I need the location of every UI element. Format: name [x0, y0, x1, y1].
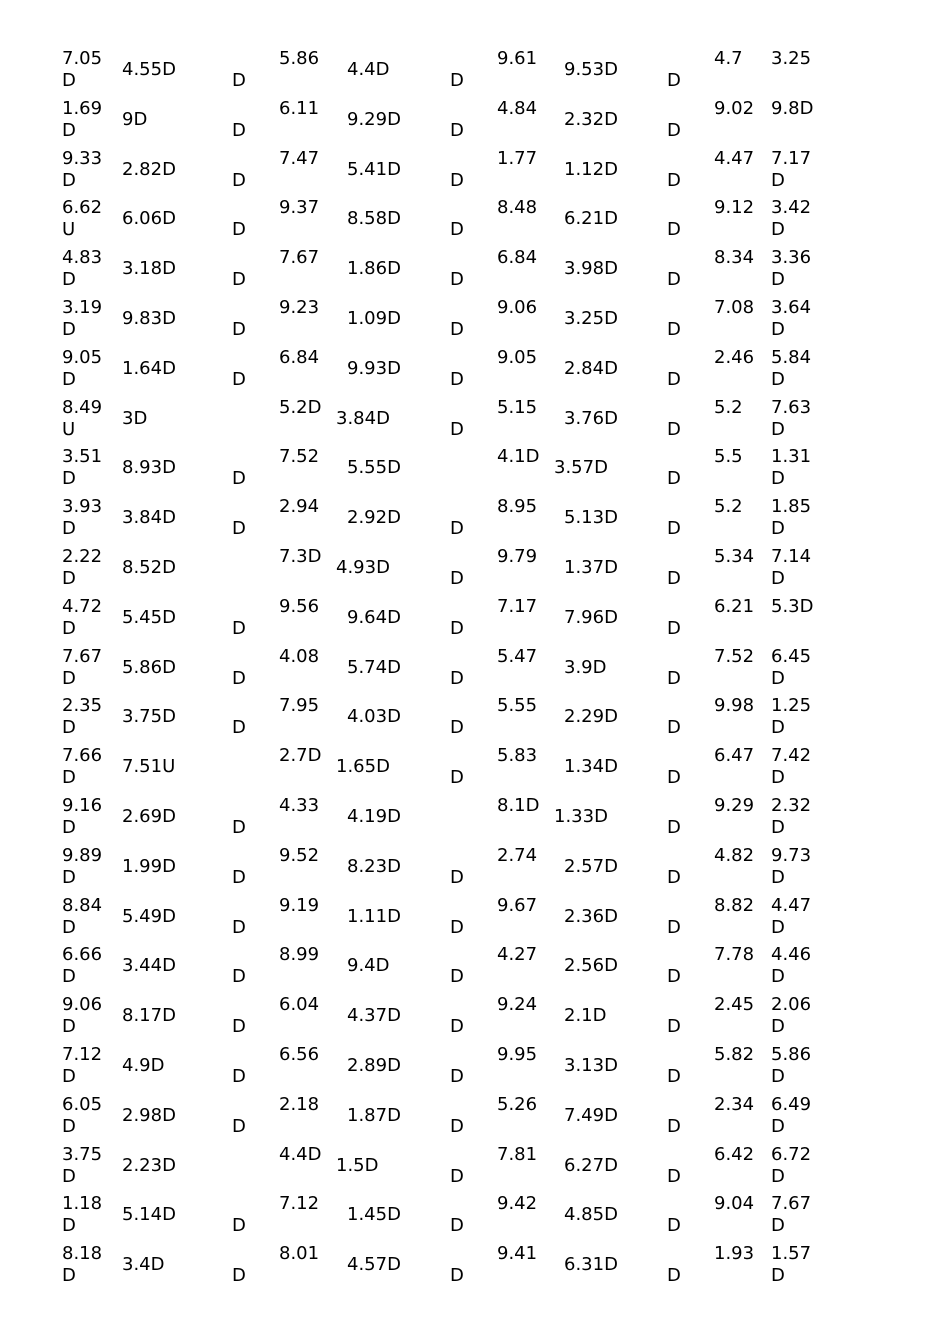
table-cell: D: [232, 319, 246, 340]
table-cell: 8.95: [497, 496, 538, 518]
table-cell: 5.41D: [347, 158, 401, 180]
table-cell: 1.31D: [771, 446, 812, 490]
table-cell: 3.42D: [771, 197, 812, 241]
table-cell: D: [232, 667, 246, 689]
table-cell: 5.82: [714, 1044, 755, 1065]
table-cell: 9.89D: [62, 844, 103, 888]
table-cell: 5.84D: [771, 346, 812, 390]
table-row: [62, 446, 822, 496]
table-cell: 2.06D: [771, 994, 812, 1038]
table-cell: 2.82D: [122, 158, 176, 180]
table-cell: 9.05: [497, 346, 538, 368]
table-cell: 5.13D: [564, 507, 618, 529]
table-cell: 9.4D: [347, 955, 390, 977]
table-cell: D: [232, 817, 246, 838]
table-cell: 7.52: [714, 645, 755, 667]
table-cell: D: [667, 966, 681, 988]
table-cell: 1.12D: [564, 158, 618, 180]
table-cell: 5.47: [497, 645, 538, 667]
table-cell: 4.84: [497, 97, 538, 119]
table-cell: 4.27: [497, 944, 538, 966]
table-cell: 1.09D: [347, 308, 401, 329]
table-cell: 3.44D: [122, 955, 176, 977]
table-cell: 9.37: [279, 197, 320, 219]
table-cell: 7.42D: [771, 745, 812, 789]
table-cell: 9.05D: [62, 346, 103, 390]
table-cell: D: [232, 1115, 246, 1137]
table-cell: D: [450, 1066, 464, 1087]
table-cell: 7.67D: [771, 1193, 812, 1237]
table-cell: 5.86: [279, 48, 320, 69]
table-cell: 9.73D: [771, 844, 812, 888]
table-cell: 7.66D: [62, 745, 103, 789]
table-cell: 3.98D: [564, 258, 618, 280]
table-cell: D: [667, 319, 681, 340]
table-cell: 7.12D: [62, 1044, 103, 1087]
table-cell: 4.9D: [122, 1055, 165, 1076]
table-cell: 2.35D: [62, 695, 103, 739]
table-cell: 5.45D: [122, 606, 176, 628]
table-cell: 8.17D: [122, 1005, 176, 1027]
table-cell: D: [232, 468, 246, 490]
table-cell: D: [667, 717, 681, 739]
table-cell: 5.2: [714, 496, 743, 518]
table-cell: D: [232, 219, 246, 241]
table-cell: D: [232, 1016, 246, 1038]
table-row: [62, 1044, 822, 1094]
table-cell: D: [667, 1066, 681, 1087]
table-cell: D: [450, 966, 464, 988]
table-cell: 2.89D: [347, 1055, 401, 1076]
table-cell: D: [450, 717, 464, 739]
table-cell: 6.62U: [62, 197, 103, 241]
table-cell: 4.47: [714, 147, 755, 169]
table-cell: 3.75D: [62, 1143, 103, 1187]
table-cell: 9.42: [497, 1193, 538, 1215]
table-cell: 1.69D: [62, 97, 103, 141]
table-cell: D: [667, 767, 681, 789]
table-cell: 1.45D: [347, 1204, 401, 1226]
table-cell: 7.51U: [122, 756, 176, 778]
table-cell: 5.34: [714, 546, 755, 567]
table-cell: D: [450, 1165, 464, 1187]
table-cell: 2.36D: [564, 905, 618, 927]
table-cell: 9.95: [497, 1044, 538, 1065]
table-cell: 9.23: [279, 297, 320, 318]
table-cell: 3.25: [771, 48, 812, 69]
table-cell: 6.45D: [771, 645, 812, 689]
table-cell: 9.52: [279, 844, 320, 866]
table-cell: D: [232, 70, 246, 91]
table-cell: 9.41: [497, 1243, 538, 1265]
table-cell: 4.46D: [771, 944, 812, 988]
table-cell: 9.98: [714, 695, 755, 717]
table-cell: D: [450, 866, 464, 888]
table-cell: D: [667, 368, 681, 390]
table-cell: D: [667, 418, 681, 440]
table-cell: D: [667, 1165, 681, 1187]
table-cell: 9.67: [497, 894, 538, 916]
table-cell: D: [450, 1115, 464, 1137]
table-cell: D: [667, 119, 681, 141]
table-cell: D: [667, 667, 681, 689]
table-cell: D: [667, 1016, 681, 1038]
table-cell: 6.42: [714, 1143, 755, 1165]
table-cell: 9.19: [279, 894, 320, 916]
table-cell: 2.32D: [564, 108, 618, 130]
table-cell: 6.06D: [122, 208, 176, 230]
table-cell: D: [667, 1115, 681, 1137]
table-cell: D: [232, 866, 246, 888]
table-cell: 6.47: [714, 745, 755, 767]
table-cell: 1.57D: [771, 1243, 812, 1287]
table-cell: 7.3D: [279, 546, 322, 567]
table-cell: D: [667, 617, 681, 639]
table-row: [62, 247, 822, 297]
table-cell: D: [667, 169, 681, 191]
table-cell: 7.63D: [771, 396, 812, 440]
table-row: [62, 197, 822, 247]
table-cell: 3.25D: [564, 308, 618, 329]
table-cell: 3.57D: [554, 457, 608, 479]
table-cell: 3.64D: [771, 297, 812, 340]
table-cell: D: [232, 1215, 246, 1237]
table-cell: 5.55D: [347, 457, 401, 479]
table-cell: 4.19D: [347, 806, 401, 827]
table-cell: 4.08: [279, 645, 320, 667]
table-cell: 4.37D: [347, 1005, 401, 1027]
table-row: [62, 944, 822, 994]
table-cell: 4.4D: [279, 1143, 322, 1165]
table-cell: 3.19D: [62, 297, 103, 340]
table-cell: 7.67: [279, 247, 320, 269]
table-cell: D: [450, 767, 464, 789]
table-cell: D: [232, 717, 246, 739]
table-cell: 8.1D: [497, 795, 540, 816]
table-cell: D: [232, 269, 246, 291]
table-cell: 8.52D: [122, 557, 176, 578]
table-cell: D: [450, 568, 464, 589]
table-cell: 5.86D: [771, 1044, 812, 1087]
table-cell: 4.1D: [497, 446, 540, 468]
table-cell: 4.85D: [564, 1204, 618, 1226]
table-cell: 4.93D: [336, 557, 390, 578]
table-cell: 7.47: [279, 147, 320, 169]
table-row: [62, 1243, 822, 1293]
table-cell: 4.55D: [122, 59, 176, 80]
table-cell: 6.66D: [62, 944, 103, 988]
table-cell: 5.26: [497, 1093, 538, 1115]
table-cell: 2.22D: [62, 546, 103, 589]
table-cell: 3.13D: [564, 1055, 618, 1076]
table-cell: D: [232, 368, 246, 390]
table-row: [62, 1193, 822, 1243]
table-row: [62, 646, 822, 696]
table-cell: D: [667, 568, 681, 589]
table-cell: 9.29D: [347, 108, 401, 130]
table-cell: 2.1D: [564, 1005, 607, 1027]
table-cell: 7.78: [714, 944, 755, 966]
table-cell: 3.84D: [122, 507, 176, 529]
table-cell: 1.18D: [62, 1193, 103, 1237]
table-row: [62, 845, 822, 895]
table-cell: 2.7D: [279, 745, 322, 767]
table-cell: 3.76D: [564, 407, 618, 429]
table-cell: 6.72D: [771, 1143, 812, 1187]
table-cell: 6.04: [279, 994, 320, 1016]
table-cell: D: [667, 468, 681, 490]
table-cell: 3.4D: [122, 1254, 165, 1276]
table-cell: 2.29D: [564, 706, 618, 728]
table-cell: 2.74: [497, 844, 538, 866]
table-cell: D: [450, 617, 464, 639]
table-cell: D: [450, 1215, 464, 1237]
table-row: [62, 795, 822, 845]
table-cell: D: [232, 169, 246, 191]
table-cell: 6.21: [714, 595, 755, 617]
table-cell: D: [667, 916, 681, 938]
table-cell: 7.17D: [771, 147, 812, 191]
table-cell: 9.04: [714, 1193, 755, 1215]
table-row: [62, 695, 822, 745]
table-row: [62, 745, 822, 795]
table-row: [62, 496, 822, 546]
table-cell: 4.47D: [771, 894, 812, 938]
table-cell: D: [450, 368, 464, 390]
table-cell: 4.57D: [347, 1254, 401, 1276]
table-cell: 4.4D: [347, 59, 390, 80]
table-cell: 2.84D: [564, 357, 618, 379]
table-cell: 8.49U: [62, 396, 103, 440]
table-cell: D: [232, 916, 246, 938]
table-cell: 2.94: [279, 496, 320, 518]
table-cell: 3.18D: [122, 258, 176, 280]
table-row: [62, 397, 822, 447]
table-cell: 7.08: [714, 297, 755, 318]
table-cell: D: [450, 169, 464, 191]
table-cell: 5.2D: [279, 396, 322, 418]
table-cell: D: [450, 518, 464, 540]
table-cell: 1.85D: [771, 496, 812, 540]
table-cell: D: [232, 518, 246, 540]
table-cell: 5.14D: [122, 1204, 176, 1226]
table-cell: 9.83D: [122, 308, 176, 329]
table-row: [62, 347, 822, 397]
table-cell: D: [450, 1016, 464, 1038]
table-cell: 1.25D: [771, 695, 812, 739]
table-cell: D: [450, 119, 464, 141]
table-cell: 5.55: [497, 695, 538, 717]
table-cell: D: [667, 817, 681, 838]
table-cell: 1.99D: [122, 855, 176, 877]
table-cell: 7.17: [497, 595, 538, 617]
table-cell: 5.2: [714, 396, 743, 418]
table-cell: 5.83: [497, 745, 538, 767]
table-cell: 9.12: [714, 197, 755, 219]
table-cell: D: [450, 269, 464, 291]
table-cell: 7.49D: [564, 1104, 618, 1126]
table-row: [62, 994, 822, 1044]
table-cell: 2.57D: [564, 855, 618, 877]
table-cell: 1.93: [714, 1243, 755, 1265]
table-cell: 5.74D: [347, 656, 401, 678]
table-cell: 9.79: [497, 546, 538, 567]
table-cell: 2.45: [714, 994, 755, 1016]
table-cell: 3.9D: [564, 656, 607, 678]
table-cell: 9.56: [279, 595, 320, 617]
table-cell: 5.5: [714, 446, 743, 468]
table-cell: D: [232, 617, 246, 639]
table-cell: 6.11: [279, 97, 320, 119]
table-cell: 9.02: [714, 97, 755, 119]
table-cell: 4.03D: [347, 706, 401, 728]
table-cell: 9.24: [497, 994, 538, 1016]
table-cell: D: [667, 1265, 681, 1287]
table-cell: 7.52: [279, 446, 320, 468]
table-cell: 9.93D: [347, 357, 401, 379]
table-cell: 5.15: [497, 396, 538, 418]
table-cell: D: [450, 418, 464, 440]
table-row: [62, 546, 822, 596]
table-cell: D: [232, 966, 246, 988]
table-cell: 7.05D: [62, 48, 103, 91]
table-cell: 9.8D: [771, 97, 814, 119]
table-cell: 9.61: [497, 48, 538, 69]
table-cell: 6.56: [279, 1044, 320, 1065]
table-cell: 3.84D: [336, 407, 390, 429]
table-cell: 6.05D: [62, 1093, 103, 1137]
table-cell: 8.48: [497, 197, 538, 219]
table-cell: 1.87D: [347, 1104, 401, 1126]
table-row: [62, 148, 822, 198]
table-cell: 6.21D: [564, 208, 618, 230]
table-cell: 8.23D: [347, 855, 401, 877]
table-cell: 2.56D: [564, 955, 618, 977]
table-cell: D: [667, 866, 681, 888]
table-cell: 2.32D: [771, 795, 812, 838]
table-cell: 7.14D: [771, 546, 812, 589]
table-cell: 9.64D: [347, 606, 401, 628]
table-cell: D: [450, 916, 464, 938]
table-cell: 8.99: [279, 944, 320, 966]
table-cell: 6.84: [279, 346, 320, 368]
table-cell: D: [450, 319, 464, 340]
table-row: [62, 1094, 822, 1144]
table-cell: D: [450, 70, 464, 91]
table-cell: 9.33D: [62, 147, 103, 191]
table-cell: 3.36D: [771, 247, 812, 291]
table-row: [62, 98, 822, 148]
table-cell: 8.58D: [347, 208, 401, 230]
table-cell: D: [450, 219, 464, 241]
table-cell: D: [667, 518, 681, 540]
table-cell: 1.33D: [554, 806, 608, 827]
table-cell: D: [232, 1066, 246, 1087]
data-sheet: [62, 48, 822, 1287]
table-cell: 2.98D: [122, 1104, 176, 1126]
table-cell: 9.53D: [564, 59, 618, 80]
table-cell: 8.93D: [122, 457, 176, 479]
table-cell: 2.69D: [122, 806, 176, 827]
table-cell: 6.27D: [564, 1154, 618, 1176]
table-cell: 6.84: [497, 247, 538, 269]
table-cell: 5.3D: [771, 595, 814, 617]
table-cell: 8.84D: [62, 894, 103, 938]
table-cell: 3D: [122, 407, 148, 429]
table-cell: 8.82: [714, 894, 755, 916]
table-cell: 3.75D: [122, 706, 176, 728]
table-cell: D: [667, 70, 681, 91]
table-cell: 1.34D: [564, 756, 618, 778]
table-cell: 4.83D: [62, 247, 103, 291]
table-cell: D: [667, 219, 681, 241]
table-cell: 1.64D: [122, 357, 176, 379]
table-cell: 9.06: [497, 297, 538, 318]
table-cell: 6.49D: [771, 1093, 812, 1137]
table-cell: 2.34: [714, 1093, 755, 1115]
table-cell: 8.34: [714, 247, 755, 269]
table-cell: 6.31D: [564, 1254, 618, 1276]
table-cell: 4.33: [279, 795, 320, 816]
table-cell: 1.5D: [336, 1154, 379, 1176]
table-row: [62, 596, 822, 646]
table-cell: 5.49D: [122, 905, 176, 927]
table-cell: 7.12: [279, 1193, 320, 1215]
table-cell: D: [450, 667, 464, 689]
table-cell: 7.81: [497, 1143, 538, 1165]
table-cell: 4.72D: [62, 595, 103, 639]
table-cell: D: [232, 119, 246, 141]
table-cell: D: [667, 269, 681, 291]
table-cell: 2.18: [279, 1093, 320, 1115]
table-cell: 4.7: [714, 48, 743, 69]
table-cell: 1.65D: [336, 756, 390, 778]
table-row: [62, 895, 822, 945]
table-cell: 2.92D: [347, 507, 401, 529]
table-cell: 8.18D: [62, 1243, 103, 1287]
table-row: [62, 1144, 822, 1194]
table-cell: 9.16D: [62, 795, 103, 838]
table-cell: 7.95: [279, 695, 320, 717]
table-cell: 9.29: [714, 795, 755, 816]
table-cell: 5.86D: [122, 656, 176, 678]
table-row: [62, 48, 822, 98]
table-cell: 1.86D: [347, 258, 401, 280]
table-cell: 4.82: [714, 844, 755, 866]
table-row: [62, 297, 822, 347]
table-cell: D: [667, 1215, 681, 1237]
table-cell: 3.51D: [62, 446, 103, 490]
table-cell: 9D: [122, 108, 148, 130]
table-cell: 3.93D: [62, 496, 103, 540]
table-cell: D: [232, 1265, 246, 1287]
table-cell: 2.46: [714, 346, 755, 368]
table-cell: 7.96D: [564, 606, 618, 628]
table-cell: 8.01: [279, 1243, 320, 1265]
table-cell: 2.23D: [122, 1154, 176, 1176]
table-cell: 1.11D: [347, 905, 401, 927]
table-cell: 7.67D: [62, 645, 103, 689]
table-cell: D: [450, 1265, 464, 1287]
table-cell: 1.37D: [564, 557, 618, 578]
table-cell: 9.06D: [62, 994, 103, 1038]
table-cell: 1.77: [497, 147, 538, 169]
